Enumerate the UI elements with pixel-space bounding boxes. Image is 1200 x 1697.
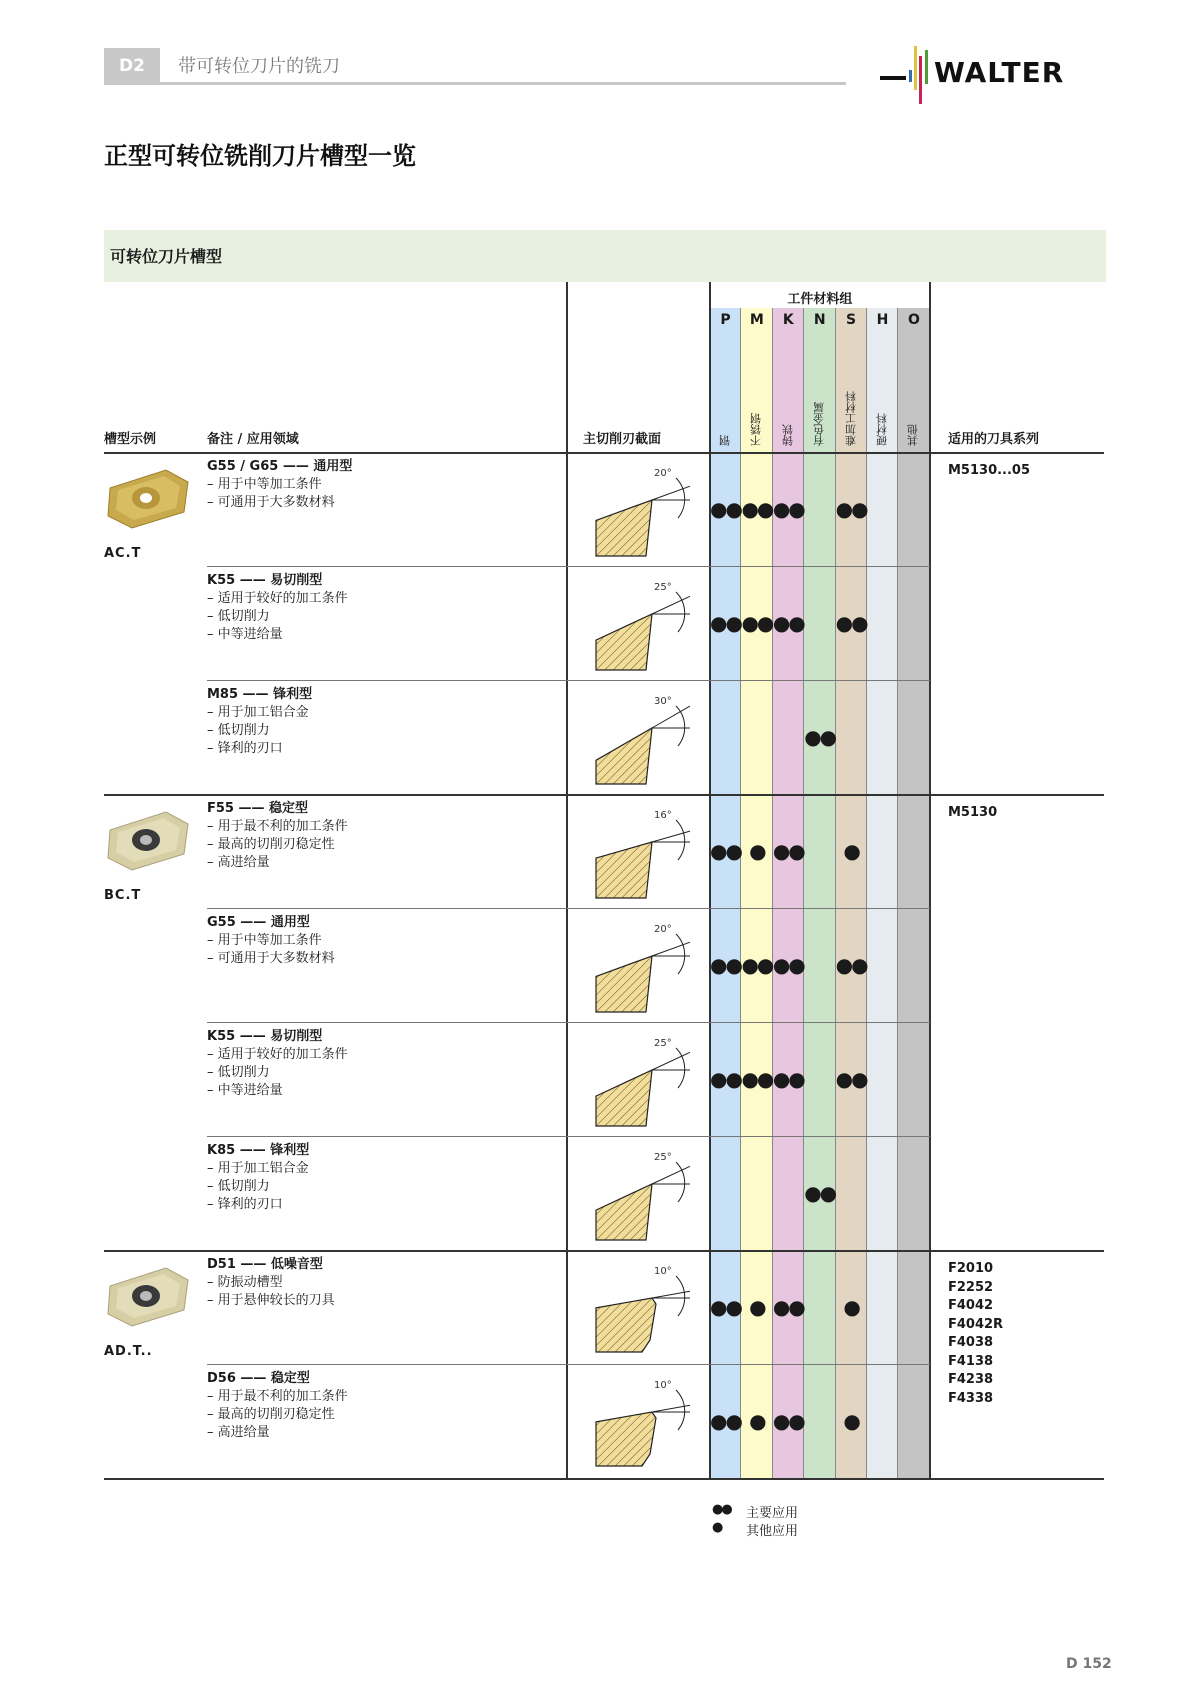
geometry-note-line: – 高进给量: [207, 855, 270, 870]
main-application-mark: ●●: [710, 953, 741, 977]
geometry-note-line: – 锋利的刃口: [207, 1197, 283, 1212]
svg-text:10°: 10°: [654, 1266, 672, 1277]
other-application-mark: ●: [843, 839, 859, 863]
column-header-example: 槽型示例: [104, 432, 157, 447]
svg-text:25°: 25°: [654, 582, 672, 593]
main-application-mark: ●●: [835, 953, 867, 977]
other-application-mark: ●: [843, 1409, 859, 1433]
geometry-title: G55 / G65 —— 通用型: [207, 459, 353, 474]
material-letter: M: [749, 312, 764, 328]
row-divider: [207, 1136, 567, 1137]
material-letter: O: [907, 312, 920, 328]
geometry-note-line: – 可通用于大多数材料: [207, 951, 335, 966]
material-name: 有色金属: [812, 402, 826, 446]
material-name: 硬材料: [875, 413, 889, 446]
tool-series-list: [948, 1260, 1003, 1408]
material-name: 不锈钢: [749, 413, 763, 446]
cutting-edge-section-diagram: [590, 1144, 710, 1244]
geometry-notes: [207, 914, 335, 968]
geometry-note-line: – 低切削力: [207, 1065, 270, 1080]
row-divider: [207, 680, 567, 681]
geometry-note-line: – 用于悬伸较长的刀具: [207, 1293, 335, 1308]
insert-code: BC.T: [104, 888, 142, 903]
material-letter: S: [846, 312, 857, 328]
geometry-title: K55 —— 易切削型: [207, 1029, 323, 1044]
row-divider: [710, 566, 930, 567]
group-rule: [104, 1250, 1104, 1252]
geometry-note-line: – 用于中等加工条件: [207, 477, 322, 492]
geometry-title: K55 —— 易切削型: [207, 573, 323, 588]
material-name: 铸铁: [781, 424, 795, 446]
main-application-mark: ●●: [804, 1181, 836, 1205]
legend-symbol: ●●: [712, 1502, 731, 1517]
main-application-mark: ●●: [710, 497, 741, 521]
tool-series-item: F4238: [948, 1372, 994, 1387]
group-rule: [104, 794, 1104, 796]
svg-text:30°: 30°: [654, 696, 672, 707]
header-rule: [104, 82, 846, 85]
material-column-o: [898, 308, 929, 1478]
geometry-notes: [207, 800, 348, 872]
page-title: 正型可转位铣削刀片槽型一览: [104, 142, 416, 170]
section-code-badge: D2: [104, 48, 160, 84]
row-divider: [710, 1364, 930, 1365]
material-name: 难加工材料: [844, 391, 858, 446]
tool-series-item: M5130: [948, 805, 998, 820]
main-application-mark: ●●: [741, 611, 773, 635]
geometry-notes: [207, 572, 348, 644]
material-name: 钢: [718, 435, 732, 446]
row-divider: [710, 1136, 930, 1137]
cutting-edge-section-diagram: [590, 1258, 710, 1358]
main-application-mark: ●●: [710, 839, 741, 863]
main-application-mark: ●●: [741, 953, 773, 977]
svg-text:WALTER: WALTER: [934, 56, 1065, 89]
column-divider: [566, 282, 568, 1478]
geometry-title: G55 —— 通用型: [207, 915, 310, 930]
legend-label: 主要应用: [746, 1506, 799, 1521]
geometry-note-line: – 适用于较好的加工条件: [207, 1047, 348, 1062]
main-application-mark: ●●: [835, 497, 867, 521]
geometry-notes: [207, 458, 352, 512]
geometry-note-line: – 用于最不利的加工条件: [207, 1389, 348, 1404]
material-group-label: 工件材料组: [787, 292, 853, 307]
main-application-mark: ●●: [710, 611, 741, 635]
material-letter: N: [813, 312, 826, 328]
geometry-title: K85 —— 锋利型: [207, 1143, 310, 1158]
legend-symbol: ●: [712, 1520, 722, 1535]
header-rule: [104, 452, 1104, 454]
tool-series-item: F4042R: [948, 1316, 1004, 1332]
legend-label: 其他应用: [746, 1524, 799, 1539]
row-divider: [567, 680, 710, 681]
insert-code: AC.T: [104, 546, 142, 561]
tool-series-item: F4138: [948, 1353, 994, 1369]
cutting-edge-section-diagram: [590, 460, 710, 560]
geometry-note-line: – 最高的切削刃稳定性: [207, 1407, 335, 1422]
row-divider: [710, 1022, 930, 1023]
material-column-h: [867, 308, 898, 1478]
geometry-note-line: – 可通用于大多数材料: [207, 495, 335, 510]
geometry-title: F55 —— 稳定型: [207, 801, 309, 816]
tool-series-item: M5130...05: [948, 463, 1031, 478]
geometry-note-line: – 高进给量: [207, 1425, 270, 1440]
tool-series-list: [948, 804, 997, 823]
group-rule: [104, 1478, 1104, 1480]
row-divider: [567, 566, 710, 567]
geometry-note-line: – 低切削力: [207, 723, 270, 738]
tool-series-list: [948, 462, 1030, 481]
geometry-note-line: – 中等进给量: [207, 1083, 283, 1098]
row-divider: [710, 908, 930, 909]
main-application-mark: ●●: [804, 725, 836, 749]
insert-image: [104, 808, 194, 874]
column-header-series: 适用的刀具系列: [948, 432, 1040, 447]
column-divider: [929, 282, 931, 1478]
geometry-note-line: – 锋利的刃口: [207, 741, 283, 756]
geometry-note-line: – 低切削力: [207, 609, 270, 624]
row-divider: [207, 1022, 567, 1023]
row-divider: [567, 908, 710, 909]
section-band: [104, 230, 1106, 282]
tool-series-item: F2252: [948, 1279, 994, 1295]
tool-series-item: F4042: [948, 1298, 994, 1313]
geometry-note-line: – 用于中等加工条件: [207, 933, 322, 948]
svg-text:16°: 16°: [654, 810, 672, 821]
other-application-mark: ●: [749, 1409, 765, 1433]
tool-series-item: F4338: [948, 1390, 994, 1406]
main-application-mark: ●●: [772, 497, 804, 521]
geometry-note-line: – 用于加工铝合金: [207, 705, 309, 720]
geometry-notes: [207, 1028, 348, 1100]
geometry-title: M85 —— 锋利型: [207, 687, 313, 702]
row-divider: [710, 680, 930, 681]
svg-text:20°: 20°: [654, 924, 672, 935]
geometry-note-line: – 用于最不利的加工条件: [207, 819, 348, 834]
main-application-mark: ●●: [835, 611, 867, 635]
walter-logo: [880, 44, 1110, 106]
column-header-notes: 备注 / 应用领域: [207, 432, 299, 447]
geometry-note-line: – 最高的切削刃稳定性: [207, 837, 335, 852]
material-name: 其他: [906, 424, 920, 446]
main-application-mark: ●●: [741, 497, 773, 521]
tool-series-item: F2010: [948, 1261, 994, 1276]
material-letter: H: [876, 312, 889, 328]
geometry-title: D56 —— 稳定型: [207, 1371, 310, 1386]
cutting-edge-section-diagram: [590, 688, 710, 788]
chapter-title: 带可转位刀片的铣刀: [178, 56, 340, 77]
geometry-note-line: – 中等进给量: [207, 627, 283, 642]
geometry-title: D51 —— 低噪音型: [207, 1257, 323, 1272]
tool-series-item: F4038: [948, 1335, 994, 1350]
geometry-notes: [207, 686, 312, 758]
svg-text:20°: 20°: [654, 468, 672, 479]
main-application-mark: ●●: [710, 1067, 741, 1091]
material-letter: P: [720, 312, 731, 328]
geometry-notes: [207, 1142, 309, 1214]
svg-text:10°: 10°: [654, 1380, 672, 1391]
geometry-note-line: – 防振动槽型: [207, 1275, 283, 1290]
cutting-edge-section-diagram: [590, 1372, 710, 1472]
row-divider: [207, 566, 567, 567]
cutting-edge-section-diagram: [590, 574, 710, 674]
material-letter: K: [782, 312, 794, 328]
material-column-n: [804, 308, 835, 1478]
main-application-mark: ●●: [772, 953, 804, 977]
other-application-mark: ●: [749, 1295, 765, 1319]
geometry-notes: [207, 1256, 335, 1310]
row-divider: [207, 908, 567, 909]
row-divider: [207, 1364, 567, 1365]
geometry-note-line: – 低切削力: [207, 1179, 270, 1194]
geometry-notes: [207, 1370, 348, 1442]
main-application-mark: ●●: [772, 1295, 804, 1319]
main-application-mark: ●●: [772, 839, 804, 863]
cutting-edge-section-diagram: [590, 1030, 710, 1130]
row-divider: [567, 1136, 710, 1137]
insert-image: [104, 466, 194, 532]
row-divider: [567, 1022, 710, 1023]
other-application-mark: ●: [749, 839, 765, 863]
column-header-section: 主切削刃截面: [583, 432, 662, 447]
main-application-mark: ●●: [835, 1067, 867, 1091]
insert-code: AD.T..: [104, 1344, 153, 1359]
main-application-mark: ●●: [710, 1409, 741, 1433]
band-title: 可转位刀片槽型: [110, 247, 223, 266]
main-application-mark: ●●: [772, 611, 804, 635]
main-application-mark: ●●: [741, 1067, 773, 1091]
row-divider: [567, 1364, 710, 1365]
page-number: D 152: [1066, 1656, 1112, 1672]
main-application-mark: ●●: [772, 1067, 804, 1091]
geometry-note-line: – 用于加工铝合金: [207, 1161, 309, 1176]
cutting-edge-section-diagram: [590, 916, 710, 1016]
cutting-edge-section-diagram: [590, 802, 710, 902]
other-application-mark: ●: [843, 1295, 859, 1319]
svg-text:25°: 25°: [654, 1152, 672, 1163]
insert-image: [104, 1264, 194, 1330]
svg-text:25°: 25°: [654, 1038, 672, 1049]
geometry-note-line: – 适用于较好的加工条件: [207, 591, 348, 606]
main-application-mark: ●●: [772, 1409, 804, 1433]
main-application-mark: ●●: [710, 1295, 741, 1319]
